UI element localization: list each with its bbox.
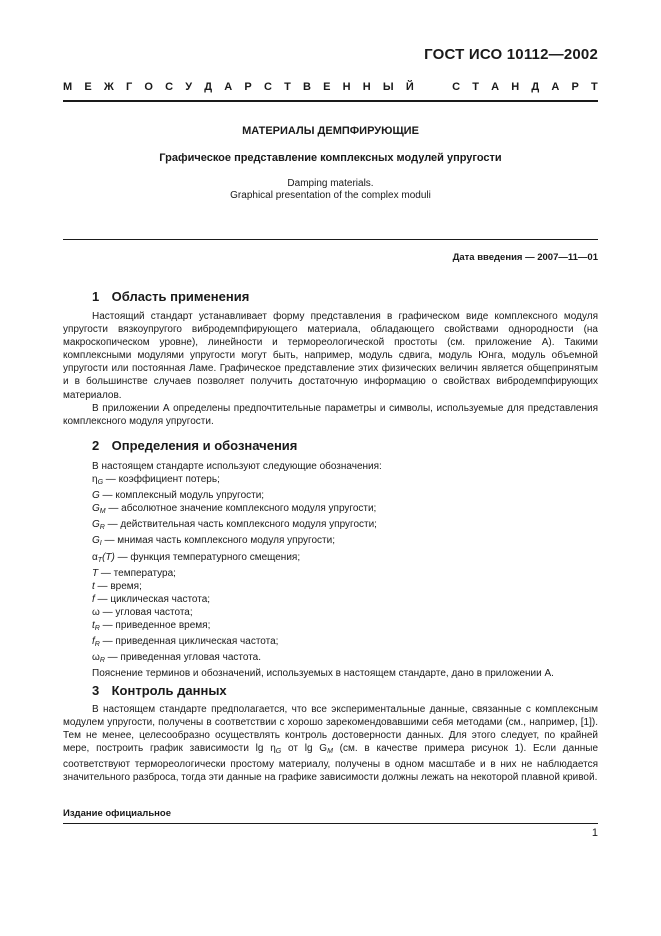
- banner-letter: Й: [405, 81, 414, 93]
- symbol: ω: [92, 652, 100, 664]
- symbol-item: [63, 502, 598, 518]
- symbol: t: [92, 580, 95, 592]
- official-edition-note: Издание официальное: [63, 808, 171, 819]
- banner-letter: Ы: [382, 81, 394, 93]
- symbol: ω: [92, 606, 100, 618]
- banner-letter: О: [144, 81, 153, 93]
- symbol: G: [92, 490, 100, 502]
- symbol-item: [63, 551, 598, 567]
- symbol-subscript: I: [99, 540, 102, 548]
- symbol: α: [92, 551, 98, 563]
- symbol: T: [92, 567, 99, 579]
- section-3-body: [63, 703, 598, 785]
- interstate-standard-banner: [63, 79, 598, 95]
- section-title: Определения и обозначения: [111, 438, 298, 453]
- symbol-item: [63, 518, 598, 534]
- banner-letter: Н: [362, 81, 371, 93]
- symbol-description: — приведенное время;: [99, 620, 211, 632]
- symbol-subscript: T: [97, 556, 103, 564]
- banner-letter: С: [263, 81, 272, 93]
- symbol-description: — функция температурного смещения;: [114, 551, 301, 563]
- page-number: 1: [591, 827, 598, 839]
- introduction-date: Дата введения — 2007—11—01: [452, 252, 598, 263]
- standard-code: ГОСТ ИСО 10112—2002: [424, 46, 598, 63]
- symbol-item: [63, 489, 598, 502]
- symbol-description: — приведенная угловая частота.: [104, 652, 262, 664]
- symbol-description: — время;: [94, 580, 142, 592]
- section-1-heading: [92, 289, 249, 304]
- symbol-item: [63, 534, 598, 550]
- english-title: Damping materials.: [287, 178, 374, 189]
- section-1-body: [63, 310, 598, 428]
- symbol-subscript: M: [99, 508, 106, 516]
- symbol: t: [92, 620, 95, 632]
- banner-letter: С: [452, 81, 461, 93]
- paragraph: Пояснение терминов и обозначений, используемых в настоящем стандарте, дано в приложении А.: [92, 668, 554, 680]
- symbol-subscript: R: [94, 641, 100, 649]
- document-subtitle: Графическое представление комплексных модулей упругости: [159, 152, 502, 164]
- symbol-subscript: G: [97, 479, 104, 487]
- section-number: 2: [92, 438, 100, 453]
- symbol-item: [63, 593, 598, 606]
- symbol-description: — абсолютное значение комплексного модуля упругости;: [105, 503, 377, 515]
- banner-letter: А: [224, 81, 233, 93]
- banner-letter: Д: [204, 81, 213, 93]
- banner-letter: Т: [284, 81, 291, 93]
- symbol-description: — действительная часть комплексного модуля упругости;: [104, 519, 377, 531]
- footer-rule: [63, 823, 598, 824]
- text-run: (см. в качестве примера рисунок 1). Если данные соответствуют термореологически простому материалу, получены в одном масштабе и в них не наблюдается значительного разброса, тогда эти данные на графике зависимости должны лежать на некоторой плавной кривой.: [63, 743, 598, 784]
- banner-letter: Н: [511, 81, 520, 93]
- subscript: M: [327, 748, 333, 756]
- banner-letter: Ж: [103, 81, 114, 93]
- symbol-item: [63, 635, 598, 651]
- banner-letter: Н: [342, 81, 351, 93]
- banner-letter: Р: [571, 81, 579, 93]
- banner-letter: Е: [323, 81, 331, 93]
- banner-letter: М: [63, 81, 73, 93]
- symbol-description: — приведенная циклическая частота;: [99, 636, 279, 648]
- banner-letter: Т: [472, 81, 479, 93]
- symbol-description: — комплексный модуль упругости;: [99, 490, 265, 502]
- symbol-item: [63, 651, 598, 667]
- section-number: 1: [92, 289, 100, 304]
- symbol-description: — угловая частота;: [99, 606, 193, 618]
- symbol-argument: (T): [102, 551, 115, 563]
- banner-letter: Т: [591, 81, 598, 93]
- banner-letter: А: [491, 81, 500, 93]
- banner-letter: У: [185, 81, 193, 93]
- banner-letter: Д: [531, 81, 540, 93]
- header-rule: [63, 100, 598, 102]
- banner-letter: Е: [84, 81, 92, 93]
- paragraph: Настоящий стандарт устанавливает форму представления в графическом виде комплексного модуля упругости вязкоупругого вибродемпфирующего материала, обладающего свойствами однородности (на макроскопическом уровне), линейности и термореологической простоты (см. приложение А). Такими комплексными модулями упругости могут быть, например, модуль сдвига, модуль Юнга, модуль объемной упругости или постоянная Ламе. Графическое представление этих физических величин является общепринятым и в большинстве случаев позволяет получить достаточную информацию о свойствах вибродемпфирующих материалов.: [63, 311, 598, 401]
- symbol-subscript: R: [94, 625, 100, 633]
- banner-letter: В: [302, 81, 311, 93]
- section-3-heading: [92, 683, 227, 698]
- symbol: η: [92, 474, 98, 486]
- symbol-item: [63, 567, 598, 580]
- section-number: 3: [92, 683, 100, 698]
- banner-letter: С: [165, 81, 174, 93]
- symbol-description: — мнимая часть комплексного модуля упругости;: [101, 535, 335, 547]
- banner-letter: Г: [125, 81, 133, 93]
- symbol-item: [63, 606, 598, 619]
- symbol-subscript: R: [99, 524, 105, 532]
- paragraph: В приложении А определены предпочтительные параметры и символы, используемые для представления комплексного модуля упругости.: [63, 402, 598, 427]
- subscript: G: [275, 748, 282, 756]
- text-run: от lg G: [281, 743, 328, 755]
- symbol-description: — температура;: [98, 567, 176, 579]
- paragraph: В настоящем стандарте используют следующие обозначения:: [92, 461, 382, 472]
- symbol: f: [92, 593, 95, 605]
- english-subtitle: Graphical presentation of the complex moduli: [230, 190, 431, 201]
- symbol-item: [63, 580, 598, 593]
- symbol-list: [63, 473, 598, 667]
- section-title: Область применения: [111, 289, 250, 304]
- symbol-item: [63, 473, 598, 489]
- symbol-subscript: R: [99, 657, 105, 665]
- symbol-description: — коэффициент потерь;: [103, 474, 220, 486]
- symbol-description: — циклическая частота;: [94, 593, 211, 605]
- text-run: В настоящем стандарте предполагается, что все экспериментальные данные, связанные с комплексным модулем упругости, получены в соответствии с хорошо зарекомендовавшими себя методами (см., например, [1]). Тем не менее, целесообразно осуществлять контроль достоверности данных. Для этого следует, по крайней мере, построить график зависимости lg η: [63, 704, 598, 755]
- document-title: МАТЕРИАЛЫ ДЕМПФИРУЮЩИЕ: [242, 125, 419, 137]
- section-title: Контроль данных: [111, 683, 227, 698]
- title-rule: [63, 239, 598, 240]
- symbol: f: [92, 636, 95, 648]
- paragraph: [63, 703, 598, 785]
- symbol-item: [63, 619, 598, 635]
- symbol: G: [92, 503, 100, 515]
- banner-letter: Р: [244, 81, 252, 93]
- symbol: G: [92, 535, 100, 547]
- section-2-heading: [92, 438, 297, 453]
- banner-letter: А: [551, 81, 560, 93]
- symbol: G: [92, 519, 100, 531]
- section-2-body: [63, 460, 598, 680]
